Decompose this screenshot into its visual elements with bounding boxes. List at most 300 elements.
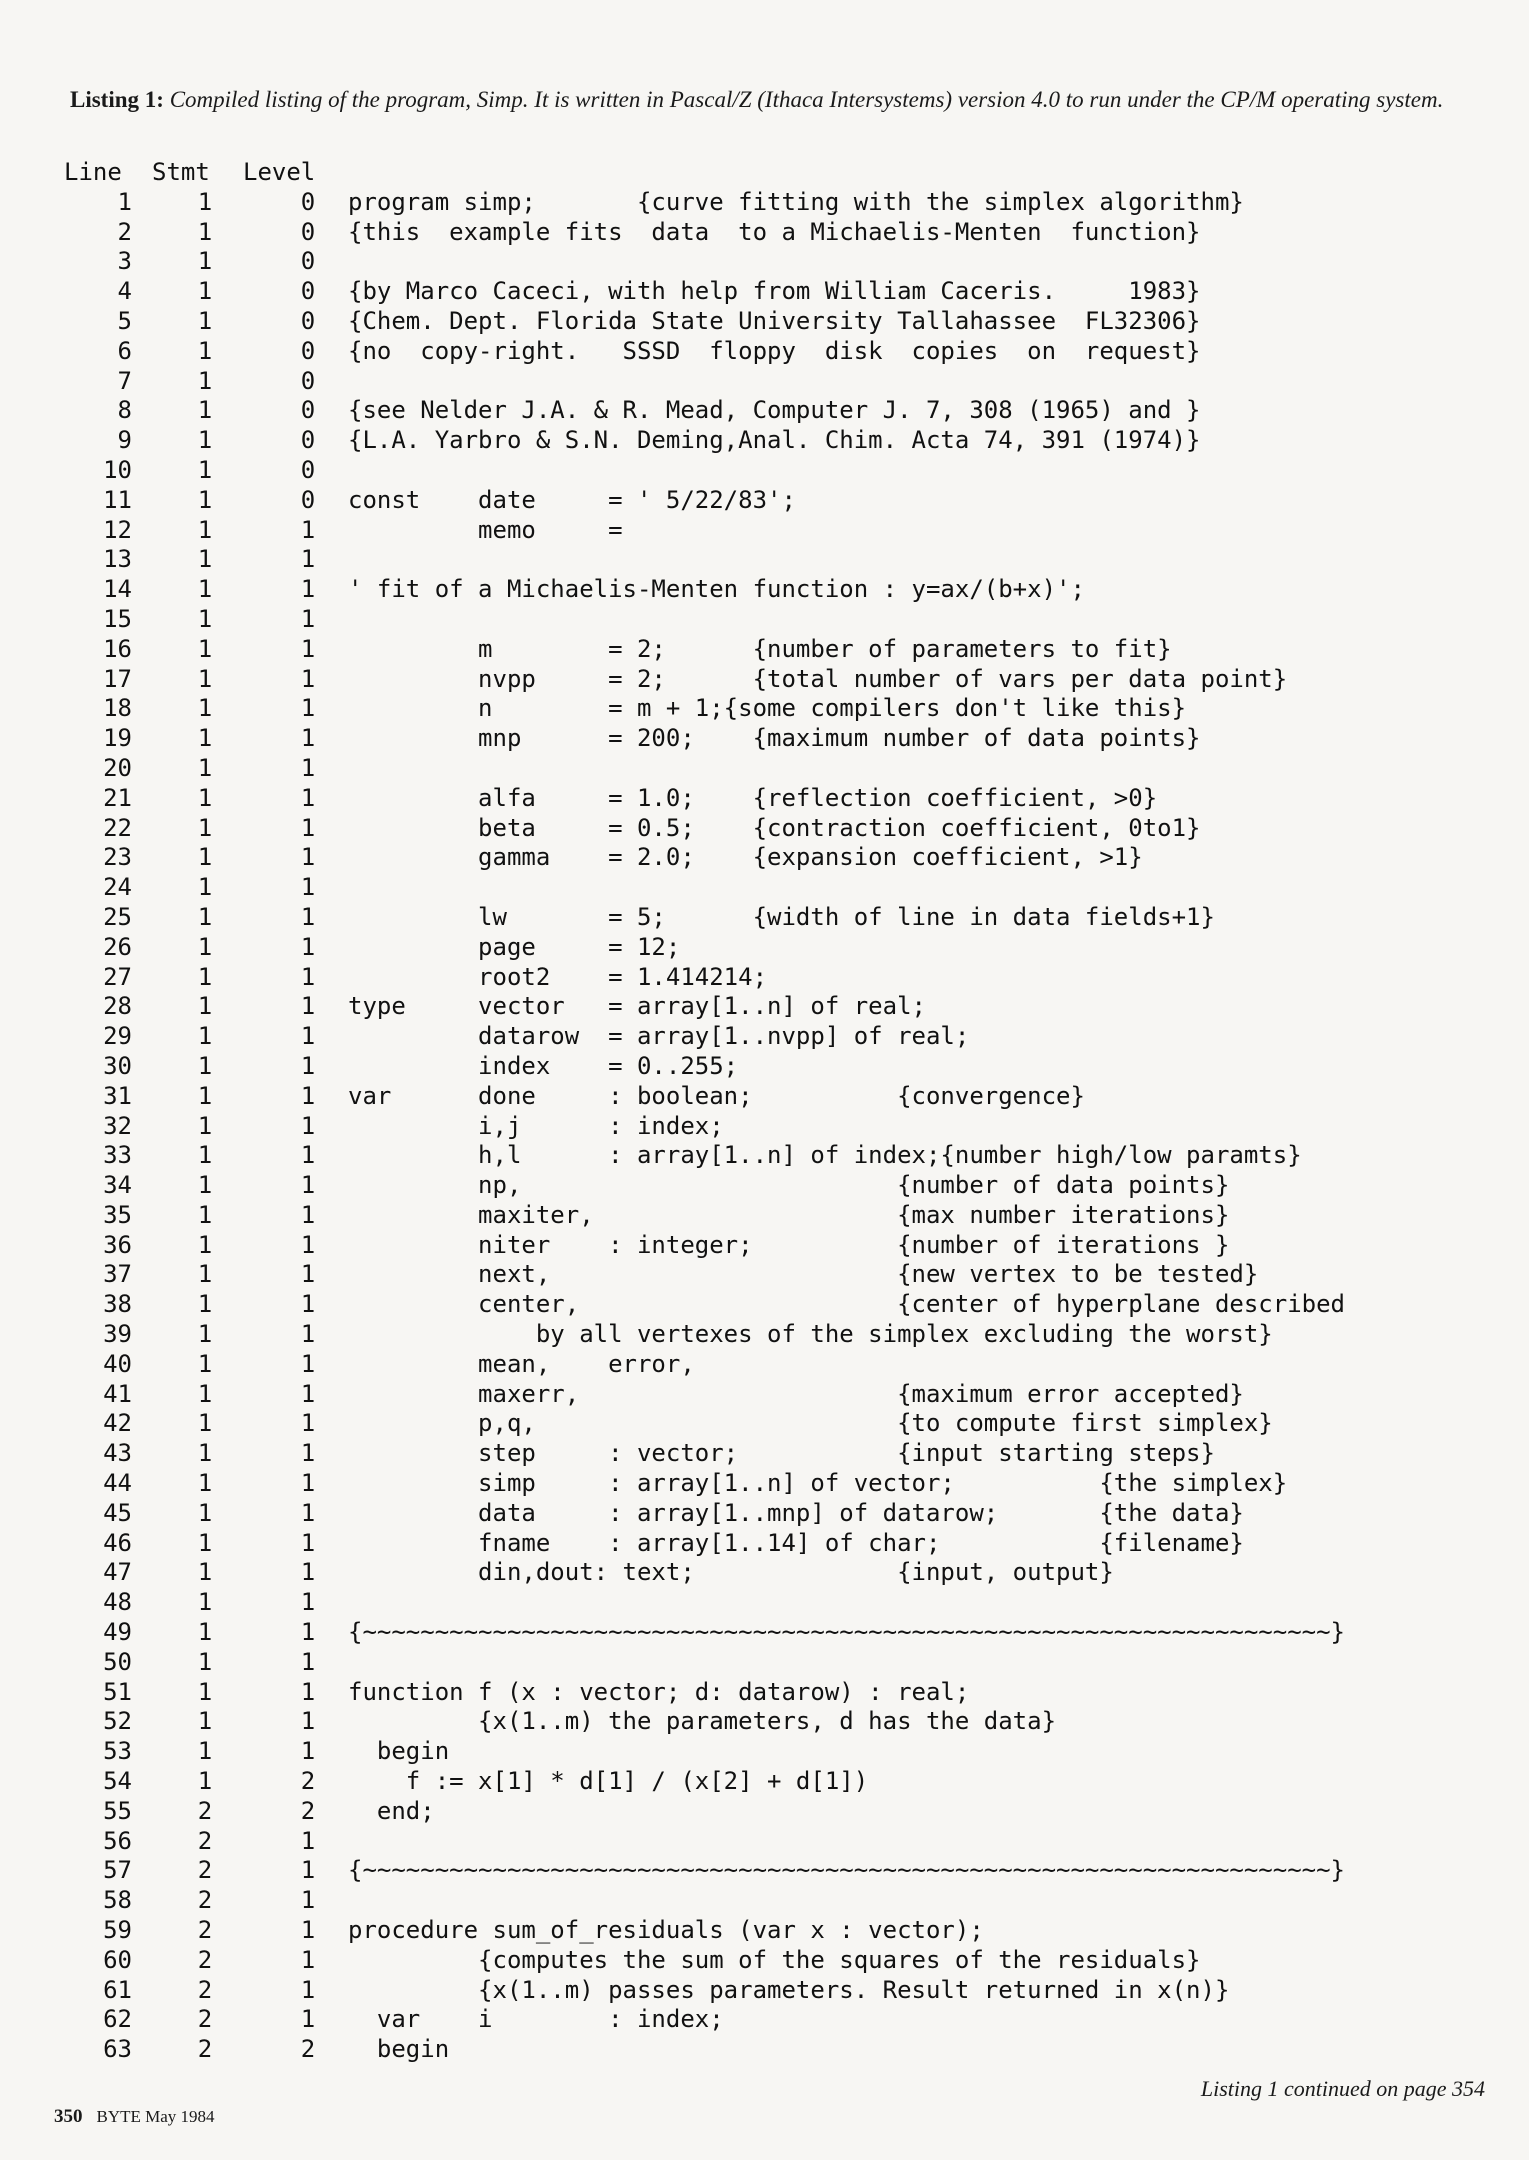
listing-row	[60, 1380, 1500, 1410]
stmt-number: 1	[197, 1767, 213, 1796]
listing-row	[60, 486, 1500, 516]
level-number: 0	[300, 485, 316, 514]
line-number: 40	[103, 1349, 132, 1378]
line-number: 9	[117, 426, 132, 455]
code-text: program simp; {curve fitting with the simplex algorithm}	[348, 187, 1244, 216]
listing-row	[60, 843, 1500, 873]
code-text: center, {center of hyperplane described	[348, 1290, 1345, 1319]
line-number: 4	[117, 277, 132, 306]
listing-row	[60, 218, 1500, 248]
level-number: 1	[300, 1111, 316, 1140]
stmt-number: 1	[197, 277, 213, 306]
stmt-number: 1	[197, 396, 213, 425]
stmt-number: 1	[197, 1022, 213, 1051]
stmt-number: 1	[197, 932, 213, 961]
stmt-number: 1	[197, 1618, 213, 1647]
code-text: {~~~~~~~~~~~~~~~~~~~~~~~~~~~~~~~~~~~~~~~~~~~~~~~~~~~~~~~~~~~~~~~~~~~}	[348, 1856, 1345, 1885]
level-number: 1	[300, 1618, 316, 1647]
stmt-number: 1	[197, 1409, 213, 1438]
stmt-number: 2	[197, 1886, 213, 1915]
level-number: 1	[300, 932, 316, 961]
stmt-number: 1	[197, 1439, 213, 1468]
level-number: 1	[300, 902, 316, 931]
line-number: 20	[103, 753, 132, 782]
stmt-number: 1	[197, 1647, 213, 1676]
stmt-number: 2	[197, 1975, 213, 2004]
level-number: 1	[300, 1141, 316, 1170]
stmt-number: 1	[197, 426, 213, 455]
stmt-number: 1	[197, 545, 213, 574]
line-number: 13	[103, 545, 132, 574]
listing-row	[60, 635, 1500, 665]
level-number: 0	[300, 277, 316, 306]
line-number: 42	[103, 1409, 132, 1438]
level-number: 1	[300, 1260, 316, 1289]
code-text: var done : boolean; {convergence}	[348, 1081, 1085, 1110]
stmt-number: 1	[197, 1588, 213, 1617]
line-number: 49	[103, 1618, 132, 1647]
stmt-number: 1	[197, 1171, 213, 1200]
listing-row	[60, 814, 1500, 844]
listing-row	[60, 1797, 1500, 1827]
listing-row	[60, 1290, 1500, 1320]
listing-row	[60, 2005, 1500, 2035]
code-text: {x(1..m) passes parameters. Result returned in x(n)}	[348, 1975, 1230, 2004]
level-number: 1	[300, 783, 316, 812]
listing-row	[60, 396, 1500, 426]
line-number: 34	[103, 1171, 132, 1200]
line-number: 32	[103, 1111, 132, 1140]
stmt-number: 1	[197, 1141, 213, 1170]
level-number: 1	[300, 1826, 316, 1855]
stmt-number: 2	[197, 1916, 213, 1945]
stmt-number: 1	[197, 485, 213, 514]
line-number: 45	[103, 1498, 132, 1527]
listing-row	[60, 1618, 1500, 1648]
continued-note: Listing 1 continued on page 354	[1200, 2076, 1485, 2101]
code-text: {by Marco Caceci, with help from William Caceris. 1983}	[348, 277, 1201, 306]
level-number: 0	[300, 336, 316, 365]
line-number: 50	[103, 1647, 132, 1676]
code-text: page = 12;	[348, 932, 681, 961]
stmt-number: 1	[197, 1558, 213, 1587]
line-number: 35	[103, 1200, 132, 1229]
line-number: 52	[103, 1707, 132, 1736]
stmt-number: 1	[197, 1737, 213, 1766]
line-number: 14	[103, 575, 132, 604]
code-text: ' fit of a Michaelis-Menten function : y=ax/(b+x)';	[348, 575, 1085, 604]
level-number: 1	[300, 1975, 316, 2004]
listing-row	[60, 694, 1500, 724]
line-number: 11	[103, 485, 132, 514]
listing-rows	[60, 188, 1500, 2065]
listing-row	[60, 545, 1500, 575]
stmt-number: 1	[197, 783, 213, 812]
level-number: 1	[300, 1379, 316, 1408]
line-number: 23	[103, 843, 132, 872]
level-number: 1	[300, 1200, 316, 1229]
level-number: 1	[300, 962, 316, 991]
line-number: 38	[103, 1290, 132, 1319]
listing-row	[60, 784, 1500, 814]
code-text: gamma = 2.0; {expansion coefficient, >1}	[348, 843, 1143, 872]
listing-caption	[70, 84, 1490, 116]
stmt-number: 1	[197, 724, 213, 753]
line-number: 57	[103, 1856, 132, 1885]
stmt-number: 1	[197, 604, 213, 633]
line-number: 19	[103, 724, 132, 753]
stmt-number: 1	[197, 1230, 213, 1259]
stmt-number: 1	[197, 753, 213, 782]
listing-row	[60, 1648, 1500, 1678]
code-text: n = m + 1;{some compilers don't like this}	[348, 694, 1187, 723]
stmt-number: 2	[197, 1796, 213, 1825]
stmt-number: 1	[197, 455, 213, 484]
code-text: function f (x : vector; d: datarow) : real;	[348, 1677, 970, 1706]
listing-row	[60, 1767, 1500, 1797]
code-text: {this example fits data to a Michaelis-Menten function}	[348, 217, 1201, 246]
level-number: 1	[300, 664, 316, 693]
code-text: {x(1..m) the parameters, d has the data}	[348, 1707, 1057, 1736]
stmt-number: 1	[197, 306, 213, 335]
listing-row	[60, 903, 1500, 933]
level-number: 1	[300, 575, 316, 604]
code-text: beta = 0.5; {contraction coefficient, 0to1}	[348, 813, 1201, 842]
line-number: 26	[103, 932, 132, 961]
level-number: 1	[300, 2005, 316, 2034]
code-text: lw = 5; {width of line in data fields+1}	[348, 902, 1215, 931]
listing-row	[60, 456, 1500, 486]
level-number: 1	[300, 992, 316, 1021]
stmt-number: 1	[197, 902, 213, 931]
line-number: 47	[103, 1558, 132, 1587]
line-number: 58	[103, 1886, 132, 1915]
code-text: h,l : array[1..n] of index;{number high/low paramts}	[348, 1141, 1302, 1170]
listing-header	[60, 158, 1500, 188]
listing-row	[60, 1052, 1500, 1082]
level-number: 1	[300, 1409, 316, 1438]
listing-row	[60, 1856, 1500, 1886]
stmt-number: 1	[197, 575, 213, 604]
code-text: by all vertexes of the simplex excluding the worst}	[348, 1320, 1273, 1349]
line-number: 12	[103, 515, 132, 544]
level-number: 1	[300, 813, 316, 842]
stmt-number: 1	[197, 1469, 213, 1498]
listing-row	[60, 724, 1500, 754]
listing-row	[60, 1827, 1500, 1857]
line-number: 22	[103, 813, 132, 842]
level-number: 1	[300, 1320, 316, 1349]
stmt-number: 1	[197, 1290, 213, 1319]
level-number: 1	[300, 1588, 316, 1617]
level-number: 1	[300, 873, 316, 902]
stmt-number: 1	[197, 336, 213, 365]
listing-row	[60, 1022, 1500, 1052]
listing-row	[60, 873, 1500, 903]
code-text: alfa = 1.0; {reflection coefficient, >0}	[348, 783, 1158, 812]
line-number: 54	[103, 1767, 132, 1796]
code-text: type vector = array[1..n] of real;	[348, 992, 926, 1021]
code-text: i,j : index;	[348, 1111, 724, 1140]
listing-row	[60, 247, 1500, 277]
line-number: 53	[103, 1737, 132, 1766]
listing-row	[60, 188, 1500, 218]
line-number: 1	[117, 187, 132, 216]
listing-row	[60, 1558, 1500, 1588]
header-level: Level	[243, 158, 316, 186]
code-listing	[60, 158, 1500, 2065]
level-number: 1	[300, 1737, 316, 1766]
code-text: p,q, {to compute first simplex}	[348, 1409, 1273, 1438]
stmt-number: 1	[197, 873, 213, 902]
code-text: next, {new vertex to be tested}	[348, 1260, 1259, 1289]
caption-text: Compiled listing of the program, Simp. It is written in Pascal/Z (Ithaca Intersystems) version 4.0 to run under the CP/M operating system.	[163, 87, 1444, 112]
stmt-number: 1	[197, 962, 213, 991]
header-stmt: Stmt	[152, 158, 210, 186]
level-number: 0	[300, 366, 316, 395]
level-number: 1	[300, 1439, 316, 1468]
level-number: 1	[300, 843, 316, 872]
code-text: begin	[348, 2035, 450, 2064]
code-text: np, {number of data points}	[348, 1171, 1230, 1200]
stmt-number: 2	[197, 1945, 213, 1974]
line-number: 60	[103, 1945, 132, 1974]
level-number: 1	[300, 1469, 316, 1498]
listing-row	[60, 1976, 1500, 2006]
listing-row	[60, 1112, 1500, 1142]
code-text: const date = ' 5/22/83';	[348, 485, 796, 514]
code-text: f := x[1] * d[1] / (x[2] + d[1])	[348, 1767, 869, 1796]
code-text: maxiter, {max number iterations}	[348, 1200, 1230, 1229]
stmt-number: 2	[197, 1856, 213, 1885]
line-number: 8	[117, 396, 132, 425]
listing-row	[60, 1499, 1500, 1529]
line-number: 51	[103, 1677, 132, 1706]
line-number: 61	[103, 1975, 132, 2004]
stmt-number: 1	[197, 694, 213, 723]
stmt-number: 1	[197, 1528, 213, 1557]
listing-row	[60, 1946, 1500, 1976]
page-footer	[54, 2106, 215, 2128]
level-number: 1	[300, 1290, 316, 1319]
line-number: 28	[103, 992, 132, 1021]
stmt-number: 1	[197, 1379, 213, 1408]
code-text: simp : array[1..n] of vector; {the simplex}	[348, 1469, 1288, 1498]
level-number: 1	[300, 634, 316, 663]
listing-row	[60, 1231, 1500, 1261]
line-number: 5	[117, 306, 132, 335]
listing-row	[60, 933, 1500, 963]
level-number: 1	[300, 724, 316, 753]
line-number: 36	[103, 1230, 132, 1259]
listing-row	[60, 1678, 1500, 1708]
line-number: 30	[103, 1051, 132, 1080]
level-number: 1	[300, 1916, 316, 1945]
stmt-number: 1	[197, 1081, 213, 1110]
code-text: maxerr, {maximum error accepted}	[348, 1379, 1244, 1408]
line-number: 62	[103, 2005, 132, 2034]
code-text: {~~~~~~~~~~~~~~~~~~~~~~~~~~~~~~~~~~~~~~~~~~~~~~~~~~~~~~~~~~~~~~~~~~~}	[348, 1618, 1345, 1647]
listing-row	[60, 337, 1500, 367]
code-text: {no copy-right. SSSD floppy disk copies on request}	[348, 336, 1201, 365]
listing-row	[60, 1409, 1500, 1439]
line-number: 16	[103, 634, 132, 663]
stmt-number: 1	[197, 843, 213, 872]
code-text: end;	[348, 1796, 435, 1825]
level-number: 1	[300, 1051, 316, 1080]
level-number: 1	[300, 694, 316, 723]
level-number: 1	[300, 1886, 316, 1915]
listing-row	[60, 1529, 1500, 1559]
line-number: 46	[103, 1528, 132, 1557]
listing-row	[60, 1707, 1500, 1737]
line-number: 63	[103, 2035, 132, 2064]
code-text: datarow = array[1..nvpp] of real;	[348, 1022, 970, 1051]
level-number: 1	[300, 1498, 316, 1527]
line-number: 17	[103, 664, 132, 693]
stmt-number: 1	[197, 247, 213, 276]
line-number: 18	[103, 694, 132, 723]
stmt-number: 1	[197, 366, 213, 395]
level-number: 1	[300, 1081, 316, 1110]
stmt-number: 2	[197, 2035, 213, 2064]
listing-row	[60, 605, 1500, 635]
stmt-number: 1	[197, 1707, 213, 1736]
stmt-number: 1	[197, 1111, 213, 1140]
level-number: 1	[300, 545, 316, 574]
code-text: {L.A. Yarbro & S.N. Deming,Anal. Chim. Acta 74, 391 (1974)}	[348, 426, 1201, 455]
code-text: din,dout: text; {input, output}	[348, 1558, 1114, 1587]
level-number: 1	[300, 1707, 316, 1736]
code-text: mean, error,	[348, 1349, 695, 1378]
line-number: 29	[103, 1022, 132, 1051]
listing-row	[60, 277, 1500, 307]
level-number: 0	[300, 396, 316, 425]
level-number: 1	[300, 1022, 316, 1051]
level-number: 1	[300, 515, 316, 544]
code-text: root2 = 1.414214;	[348, 962, 768, 991]
listing-row	[60, 367, 1500, 397]
level-number: 1	[300, 1171, 316, 1200]
line-number: 37	[103, 1260, 132, 1289]
stmt-number: 1	[197, 1200, 213, 1229]
listing-row	[60, 1737, 1500, 1767]
level-number: 0	[300, 247, 316, 276]
stmt-number: 2	[197, 2005, 213, 2034]
listing-row	[60, 1320, 1500, 1350]
listing-row	[60, 426, 1500, 456]
listing-row	[60, 575, 1500, 605]
level-number: 0	[300, 426, 316, 455]
line-number: 3	[117, 247, 132, 276]
line-number: 48	[103, 1588, 132, 1617]
listing-row	[60, 1916, 1500, 1946]
level-number: 1	[300, 1528, 316, 1557]
stmt-number: 1	[197, 187, 213, 216]
stmt-number: 2	[197, 1826, 213, 1855]
code-text: {see Nelder J.A. & R. Mead, Computer J. 7, 308 (1965) and }	[348, 396, 1201, 425]
level-number: 1	[300, 1349, 316, 1378]
listing-row	[60, 992, 1500, 1022]
listing-row	[60, 1439, 1500, 1469]
stmt-number: 1	[197, 1320, 213, 1349]
listing-row	[60, 516, 1500, 546]
code-text: var i : index;	[348, 2005, 724, 2034]
code-text: {Chem. Dept. Florida State University Tallahassee FL32306}	[348, 306, 1201, 335]
listing-row	[60, 963, 1500, 993]
listing-row	[60, 2035, 1500, 2065]
code-text: nvpp = 2; {total number of vars per data point}	[348, 664, 1288, 693]
listing-row	[60, 1260, 1500, 1290]
code-text: niter : integer; {number of iterations }	[348, 1230, 1230, 1259]
page-number: 350	[54, 2106, 83, 2127]
line-number: 15	[103, 604, 132, 633]
line-number: 6	[117, 336, 132, 365]
line-number: 33	[103, 1141, 132, 1170]
level-number: 1	[300, 1558, 316, 1587]
line-number: 10	[103, 455, 132, 484]
listing-row	[60, 1141, 1500, 1171]
code-text: begin	[348, 1737, 450, 1766]
stmt-number: 1	[197, 1260, 213, 1289]
line-number: 25	[103, 902, 132, 931]
listing-row	[60, 1588, 1500, 1618]
level-number: 1	[300, 1230, 316, 1259]
stmt-number: 1	[197, 813, 213, 842]
code-text: index = 0..255;	[348, 1051, 739, 1080]
level-number: 0	[300, 187, 316, 216]
line-number: 41	[103, 1379, 132, 1408]
stmt-number: 1	[197, 1498, 213, 1527]
code-text: memo =	[348, 515, 623, 544]
code-text: m = 2; {number of parameters to fit}	[348, 634, 1172, 663]
code-text: step : vector; {input starting steps}	[348, 1439, 1215, 1468]
line-number: 43	[103, 1439, 132, 1468]
level-number: 0	[300, 217, 316, 246]
code-text: procedure sum_of_residuals (var x : vector);	[348, 1916, 984, 1945]
line-number: 39	[103, 1320, 132, 1349]
header-line: Line	[64, 158, 122, 186]
line-number: 21	[103, 783, 132, 812]
publication-name: BYTE May 1984	[96, 2107, 215, 2126]
stmt-number: 1	[197, 1051, 213, 1080]
level-number: 0	[300, 455, 316, 484]
listing-row	[60, 1469, 1500, 1499]
level-number: 0	[300, 306, 316, 335]
listing-row	[60, 754, 1500, 784]
listing-row	[60, 665, 1500, 695]
line-number: 55	[103, 1796, 132, 1825]
stmt-number: 1	[197, 515, 213, 544]
line-number: 2	[117, 217, 132, 246]
code-text: mnp = 200; {maximum number of data points}	[348, 724, 1201, 753]
line-number: 44	[103, 1469, 132, 1498]
level-number: 2	[300, 1767, 316, 1796]
stmt-number: 1	[197, 1677, 213, 1706]
level-number: 2	[300, 1796, 316, 1825]
level-number: 1	[300, 1647, 316, 1676]
listing-row	[60, 307, 1500, 337]
line-number: 27	[103, 962, 132, 991]
stmt-number: 1	[197, 634, 213, 663]
listing-row	[60, 1201, 1500, 1231]
listing-row	[60, 1350, 1500, 1380]
code-text: {computes the sum of the squares of the residuals}	[348, 1945, 1201, 1974]
code-text: fname : array[1..14] of char; {filename}	[348, 1528, 1244, 1557]
listing-row	[60, 1082, 1500, 1112]
line-number: 31	[103, 1081, 132, 1110]
level-number: 1	[300, 604, 316, 633]
